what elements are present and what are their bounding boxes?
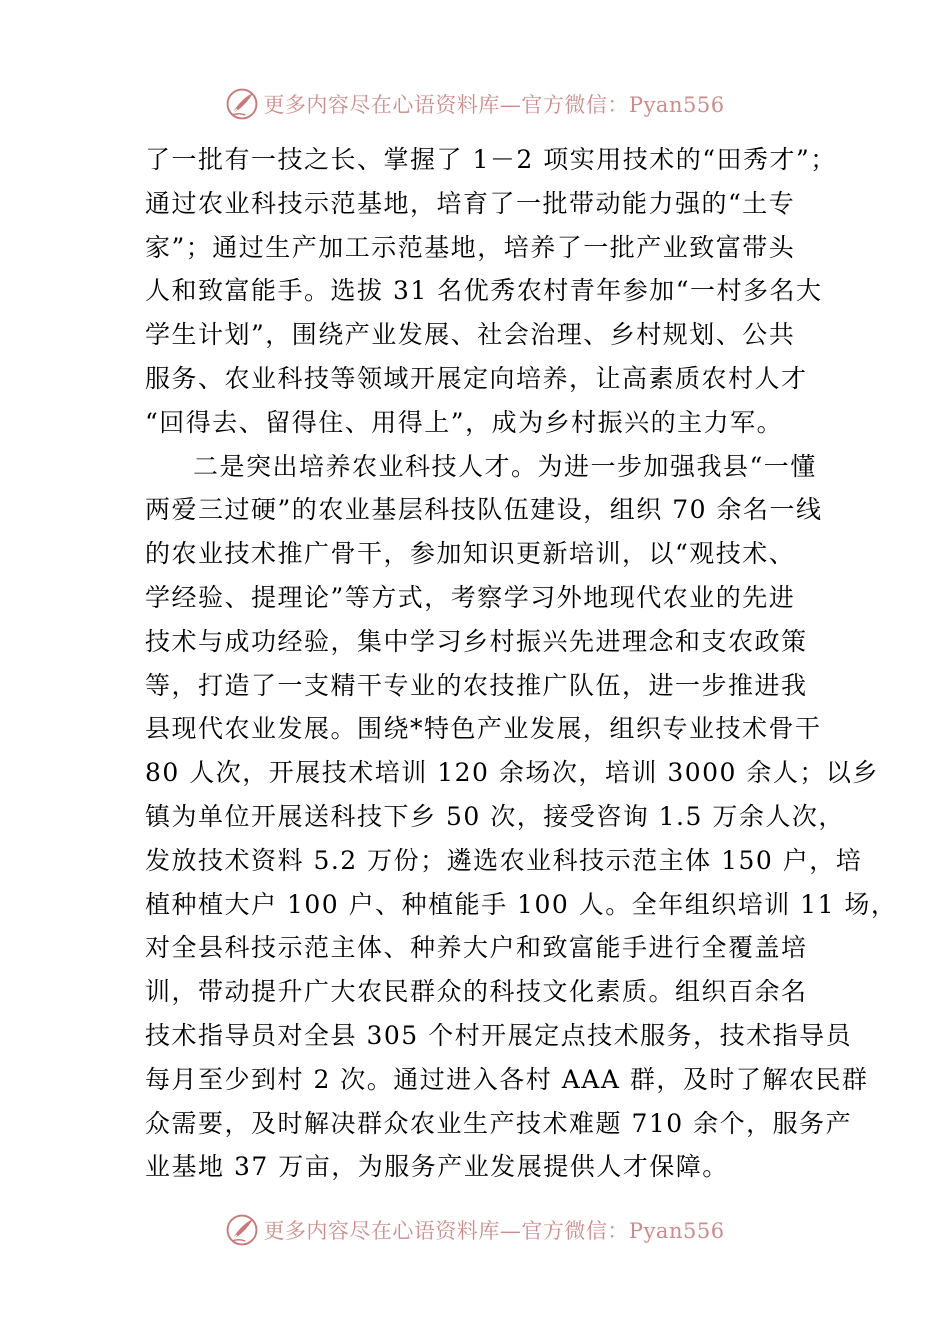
body-line: 每月至少到村 2 次。通过进入各村 AAA 群，及时了解农民群: [145, 1064, 869, 1094]
body-line: 众需要，及时解决群众农业生产技术难题 710 余个，服务产: [145, 1108, 853, 1138]
body-line: 技术指导员对全县 305 个村开展定点技术服务，技术指导员: [145, 1020, 853, 1050]
pen-quill-icon: [225, 1213, 259, 1247]
body-line: 等，打造了一支精干专业的农技推广队伍，进一步推进我: [145, 670, 808, 700]
header-banner: [0, 84, 950, 124]
document-body: [145, 138, 898, 1189]
body-line: 的农业技术推广骨干，参加知识更新培训，以“观技术、: [145, 539, 796, 569]
body-line: 通过农业科技示范基地，培育了一批带动能力强的“土专: [145, 188, 796, 218]
pen-quill-icon: [225, 87, 259, 121]
body-line: 80 人次，开展技术培训 120 余场次，培训 3000 余人；以乡: [145, 758, 879, 788]
paragraph-start-line: 二是突出培养农业科技人才。为进一步加强我县“一懂: [193, 451, 817, 481]
body-line: 镇为单位开展送科技下乡 50 次，接受咨询 1.5 万余人次，: [145, 801, 845, 831]
footer-banner-text: 更多内容尽在心语资料库—官方微信：Pyan556: [263, 1219, 725, 1243]
body-line: 家”；通过生产加工示范基地，培养了一批产业致富带头: [145, 232, 796, 262]
body-line: 技术与成功经验，集中学习乡村振兴先进理念和支农政策: [145, 626, 808, 656]
body-line: 业基地 37 万亩，为服务产业发展提供人才保障。: [145, 1152, 729, 1182]
body-line: 对全县科技示范主体、种养大户和致富能手进行全覆盖培: [145, 933, 808, 963]
body-line: 植种植大户 100 户、种植能手 100 人。全年组织培训 11 场，: [145, 889, 898, 919]
body-line: 了一批有一技之长、掌握了 1－2 项实用技术的“田秀才”；: [145, 145, 837, 174]
header-banner-text: 更多内容尽在心语资料库—官方微信：Pyan556: [263, 93, 725, 117]
body-line: 服务、农业科技等领域开展定向培养，让高素质农村人才: [145, 363, 808, 393]
body-line: “回得去、留得住、用得上”，成为乡村振兴的主力军。: [145, 407, 784, 437]
body-line: 学经验、提理论”等方式，考察学习外地现代农业的先进: [145, 582, 796, 612]
body-line: 两爱三过硬”的农业基层科技队伍建设，组织 70 余名一线: [145, 495, 823, 525]
footer-banner: [0, 1210, 950, 1250]
body-line: 学生计划”，围绕产业发展、社会治理、乡村规划、公共: [145, 320, 796, 350]
body-line: 人和致富能手。选拔 31 名优秀农村青年参加“一村多名大: [145, 276, 823, 306]
body-line: 训，带动提升广大农民群众的科技文化素质。组织百余名: [145, 977, 808, 1007]
body-line: 发放技术资料 5.2 万份；遴选农业科技示范主体 150 户，培: [145, 845, 863, 875]
body-line: 县现代农业发展。围绕*特色产业发展，组织专业技术骨干: [145, 714, 822, 744]
